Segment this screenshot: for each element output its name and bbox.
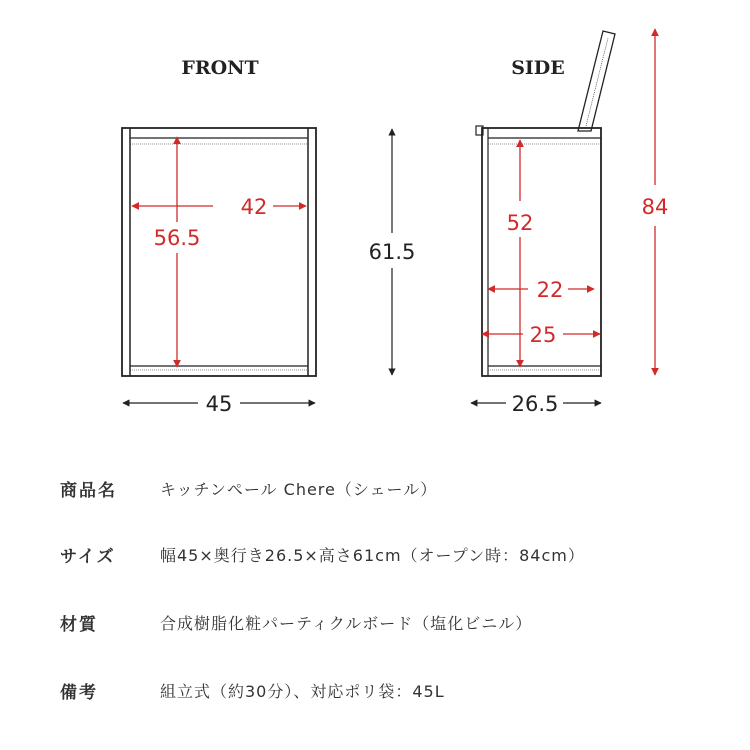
side-lid-open	[578, 31, 615, 131]
spec-label: 商品名	[60, 480, 117, 501]
front-inner-height-label: 56.5	[153, 226, 201, 250]
side-outer-depth-label: 26.5	[511, 392, 559, 416]
spec-label: 備考	[60, 682, 98, 703]
spec-value: 組立式（約30分）、対応ポリ袋：45L	[160, 681, 445, 701]
spec-label: サイズ	[60, 546, 116, 567]
front-outer-height-label: 61.5	[368, 240, 416, 264]
spec-value: キッチンペール Chere（シェール）	[160, 479, 438, 499]
spec-value: 幅45×奥行き26.5×高さ61cm（オープン時：84cm）	[160, 545, 585, 565]
front-inner-width-label: 42	[240, 195, 268, 219]
spec-label: 材質	[60, 614, 98, 635]
front-cabinet-outline	[122, 128, 316, 376]
spec-value: 合成樹脂化粧パーティクルボード（塩化ビニル）	[160, 613, 533, 633]
side-inner-height-label: 52	[506, 211, 534, 235]
side-inner-depth-label: 22	[536, 278, 564, 302]
front-outer-width-label: 45	[205, 392, 233, 416]
front-title: FRONT	[181, 57, 259, 79]
side-title: SIDE	[511, 57, 565, 79]
side-open-height-label: 84	[641, 195, 669, 219]
side-bottom-depth-label: 25	[529, 323, 557, 347]
